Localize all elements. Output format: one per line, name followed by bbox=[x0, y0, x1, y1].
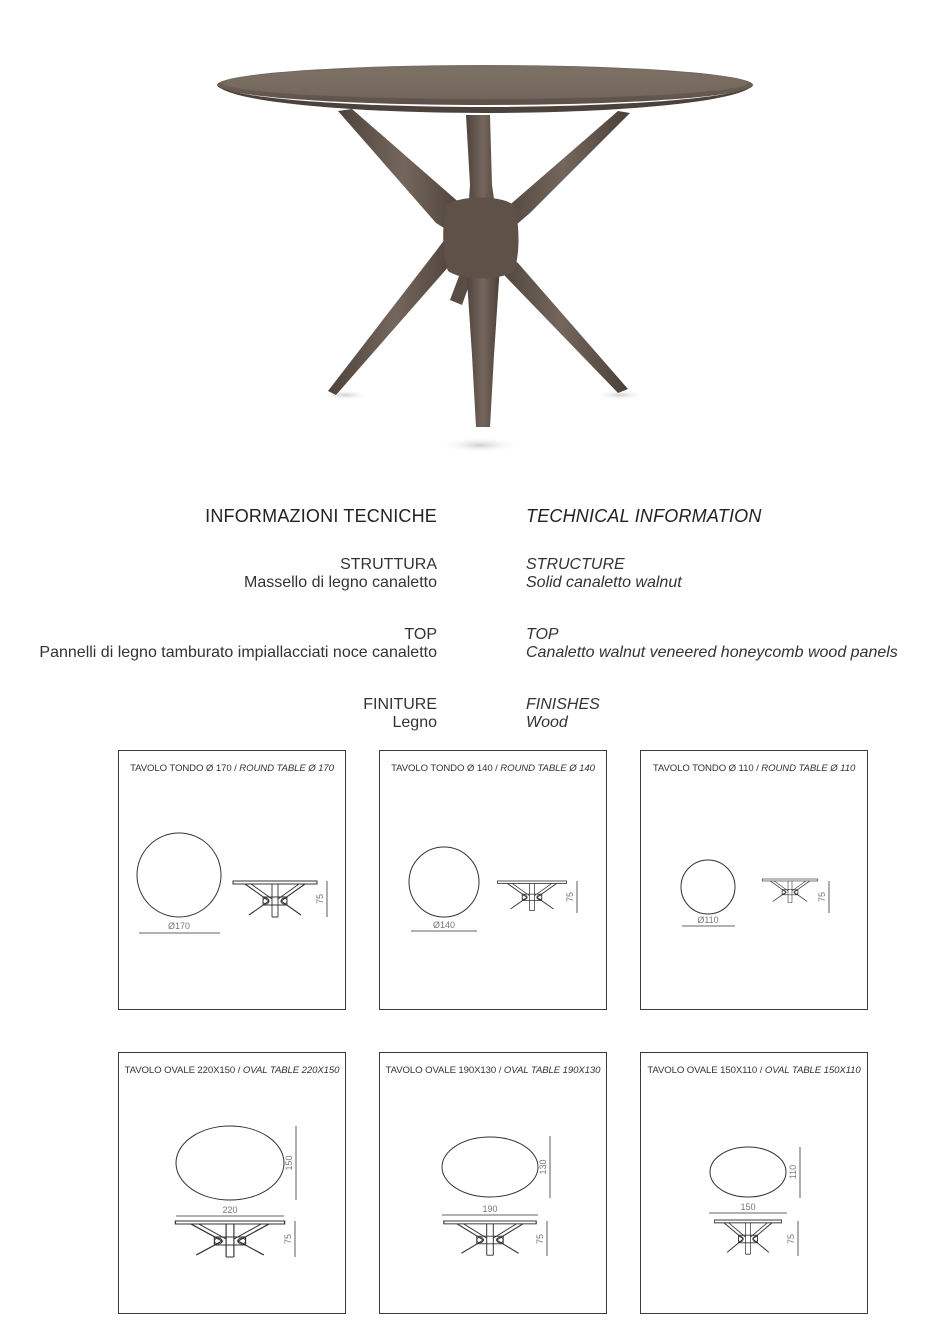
tech-info-en-title: TECHNICAL INFORMATION bbox=[526, 506, 762, 526]
drawing-title: TAVOLO TONDO Ø 140 / ROUND TABLE Ø 140 bbox=[391, 763, 595, 774]
oval-table-190x130-drawing bbox=[380, 1053, 608, 1315]
tech-info-it-finish bbox=[363, 696, 437, 732]
svg-text:130: 130 bbox=[538, 1159, 548, 1175]
top-value-it: Pannelli di legno tamburato impiallacciati noce canaletto bbox=[39, 644, 437, 661]
svg-text:75: 75 bbox=[283, 1233, 293, 1245]
drawing-round-140 bbox=[379, 750, 607, 1010]
svg-text:Ø140: Ø140 bbox=[432, 920, 456, 930]
finish-label-en: FINISHES bbox=[526, 696, 600, 713]
top-label-en: TOP bbox=[526, 626, 559, 643]
drawing-oval-190x130 bbox=[379, 1052, 607, 1314]
finish-value-en: Wood bbox=[526, 714, 568, 731]
svg-text:Ø110: Ø110 bbox=[697, 915, 719, 925]
structure-label-it: STRUTTURA bbox=[340, 556, 437, 573]
drawing-title: TAVOLO TONDO Ø 110 / ROUND TABLE Ø 110 bbox=[652, 763, 856, 774]
svg-text:220: 220 bbox=[222, 1205, 238, 1215]
round-table-140-drawing bbox=[380, 751, 608, 1011]
finish-value-it: Legno bbox=[392, 714, 437, 731]
top-value-en: Canaletto walnut veneered honeycomb wood panels bbox=[526, 644, 898, 661]
svg-text:150: 150 bbox=[740, 1202, 756, 1212]
drawing-title: TAVOLO TONDO Ø 170 / ROUND TABLE Ø 170 bbox=[130, 763, 334, 774]
table-product-image bbox=[200, 55, 770, 475]
oval-table-220x150-drawing bbox=[119, 1053, 347, 1315]
round-table-110-drawing bbox=[641, 751, 869, 1011]
tech-info-en-finish bbox=[526, 696, 600, 732]
svg-text:190: 190 bbox=[482, 1204, 498, 1214]
drawing-title: TAVOLO OVALE 150X110 / OVAL TABLE 150X110 bbox=[647, 1065, 861, 1076]
svg-text:150: 150 bbox=[284, 1155, 294, 1171]
svg-text:75: 75 bbox=[315, 893, 325, 905]
oval-table-150x110-drawing bbox=[641, 1053, 869, 1315]
svg-text:110: 110 bbox=[788, 1164, 798, 1180]
tech-info-en-top bbox=[526, 626, 898, 662]
drawing-round-110 bbox=[640, 750, 868, 1010]
top-label-it: TOP bbox=[404, 626, 437, 643]
drawing-oval-220x150 bbox=[118, 1052, 346, 1314]
svg-text:75: 75 bbox=[817, 891, 827, 903]
structure-value-en: Solid canaletto walnut bbox=[526, 574, 682, 591]
svg-text:75: 75 bbox=[535, 1233, 545, 1245]
structure-value-it: Massello di legno canaletto bbox=[243, 574, 437, 591]
round-table-170-drawing bbox=[119, 751, 347, 1011]
drawing-oval-150x110 bbox=[640, 1052, 868, 1314]
structure-label-en: STRUCTURE bbox=[526, 556, 625, 573]
finish-label-it: FINITURE bbox=[363, 696, 437, 713]
svg-text:Ø170: Ø170 bbox=[167, 921, 191, 931]
tech-info-it-structure bbox=[244, 556, 437, 592]
svg-text:75: 75 bbox=[786, 1233, 796, 1245]
drawing-round-170 bbox=[118, 750, 346, 1010]
tech-info-en-structure bbox=[526, 556, 682, 592]
drawing-title: TAVOLO OVALE 190X130 / OVAL TABLE 190X130 bbox=[385, 1065, 601, 1076]
tech-info-it-title: INFORMAZIONI TECNICHE bbox=[205, 506, 437, 526]
drawing-title: TAVOLO OVALE 220X150 / OVAL TABLE 220X150 bbox=[124, 1065, 340, 1076]
tech-info-it-top bbox=[39, 626, 437, 662]
svg-text:75: 75 bbox=[565, 891, 575, 903]
